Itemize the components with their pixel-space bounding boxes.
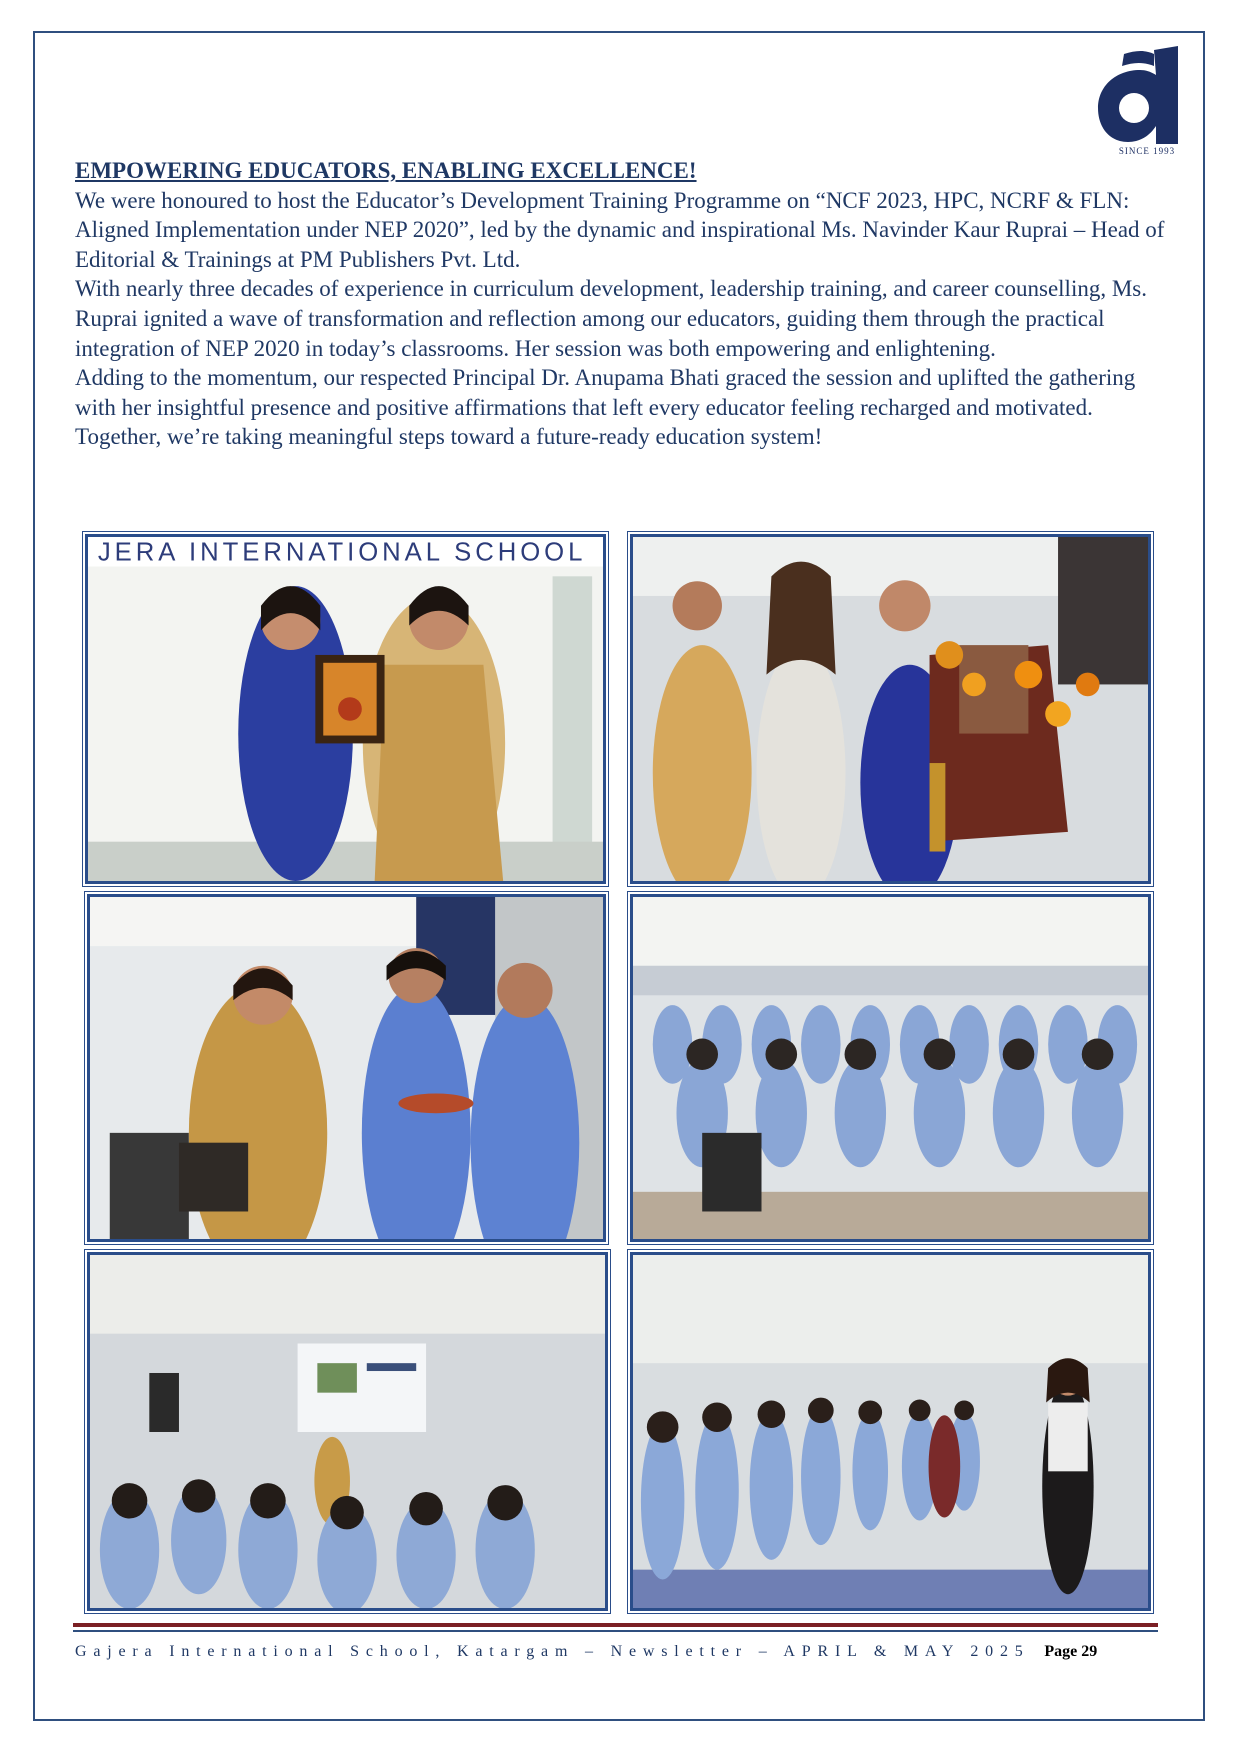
footer-rule-top	[73, 1623, 1158, 1627]
footer-newsletter-text: Gajera International School, Katargam – Newsletter – APRIL & MAY 2025	[75, 1643, 1030, 1660]
photo-presentation-session	[87, 1252, 608, 1611]
logo-since-text: SINCE 1993	[1118, 146, 1176, 156]
article-title: EMPOWERING EDUCATORS, ENABLING EXCELLENCE!	[75, 158, 697, 183]
article-paragraph-4: Together, we’re taking meaningful steps toward a future-ready education system!	[75, 424, 823, 450]
article-paragraph-2: With nearly three decades of experience in curriculum development, leadership training, and career counselling, Ms. Ruprai ignited a wave of transformation and reflection among our educators, guiding them through the practical integration of NEP 2020 in today’s classrooms. Her session was both empowering and enlightening.	[75, 276, 1147, 361]
school-logo	[1094, 44, 1190, 162]
photo-audience-seated	[630, 894, 1151, 1242]
page-number: Page 29	[1044, 1643, 1098, 1660]
article-paragraph-1: We were honoured to host the Educator’s Development Training Programme on “NCF 2023, HPC, NCRF & FLN: Aligned Implementation under NEP 2020”, led by the dynamic and inspirational Ms. Navinder Kaur Ruprai – Head of Editorial & Trainings at PM Publishers Pvt. Ltd.	[75, 187, 1165, 272]
brand-a-logo-icon	[1094, 44, 1190, 144]
photo-welcome-tilak	[87, 894, 606, 1242]
article	[75, 156, 1175, 452]
footer-rule-bottom	[73, 1630, 1158, 1632]
banner-text: JERA INTERNATIONAL SCHOOL	[97, 538, 587, 567]
article-paragraph-3: Adding to the momentum, our respected Principal Dr. Anupama Bhati graced the session and uplifted the gathering with her insightful presence and positive affirmations that left every educator feeling recharged and motivated.	[75, 365, 1136, 420]
photo-speaker-standing-audience	[630, 1252, 1151, 1611]
footer	[75, 1643, 1175, 1661]
photo-lamp-lighting	[630, 534, 1151, 884]
photo-memento-presentation	[85, 534, 606, 884]
